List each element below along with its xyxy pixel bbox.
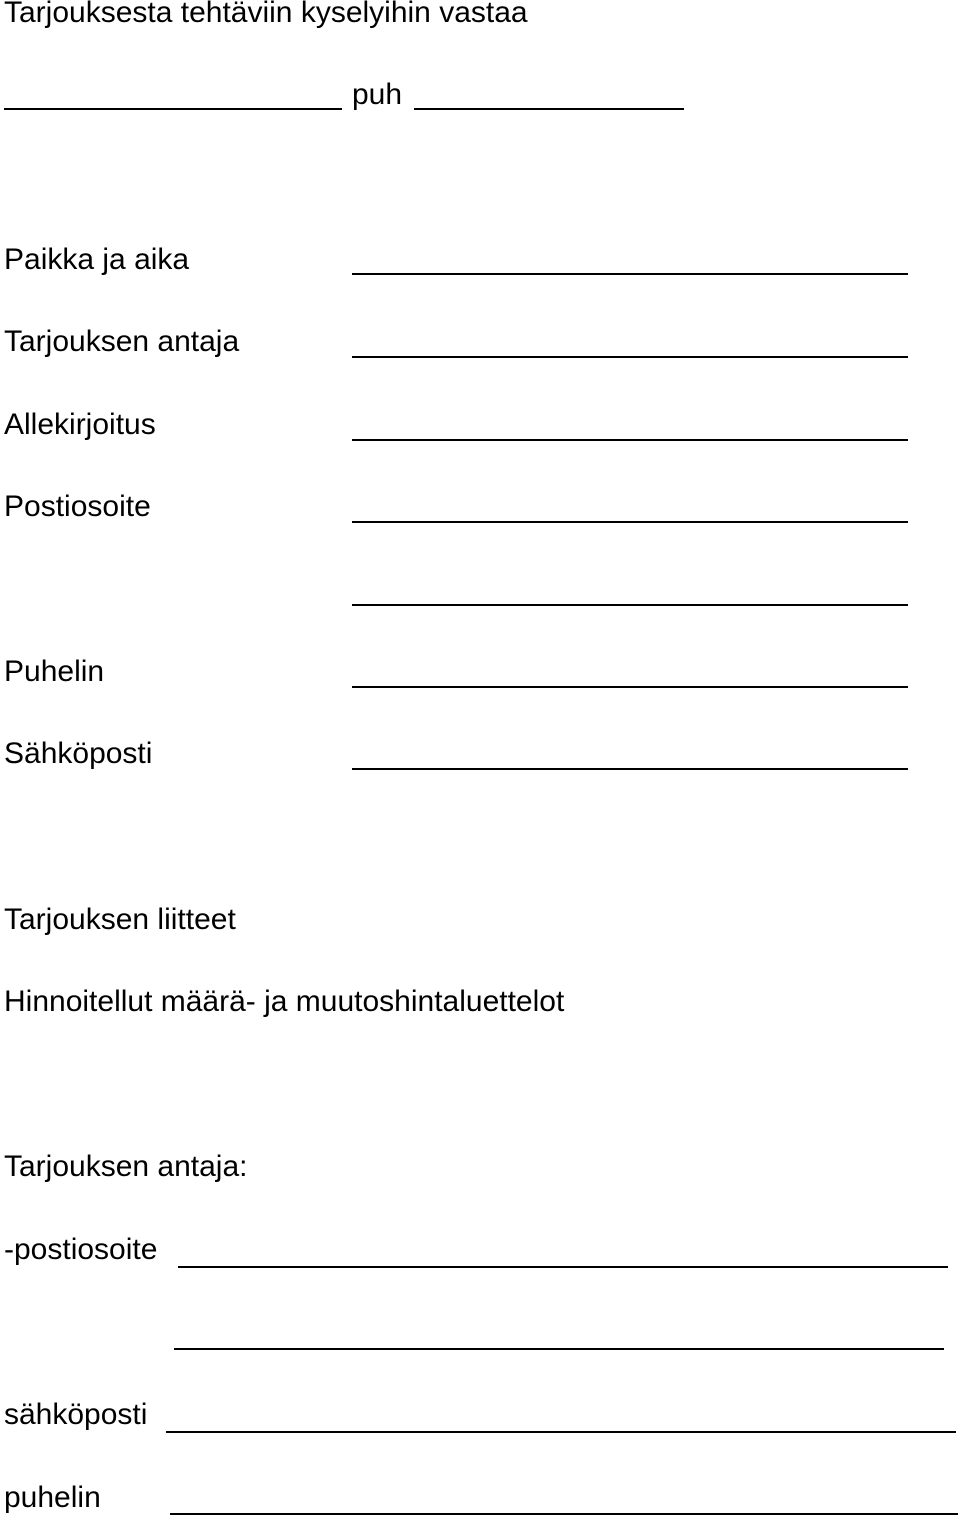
place-and-time-field[interactable] [352,273,908,275]
contact-person-field[interactable] [4,108,342,110]
offerer-postal-address-field[interactable] [178,1266,948,1268]
postal-address-field-2[interactable] [352,604,908,606]
offerer-contact-heading: Tarjouksen antaja: [4,1150,248,1183]
offerer-email-label: sähköposti [4,1398,148,1431]
postal-address-label: Postiosoite [4,490,151,523]
signature-field[interactable] [352,439,908,441]
phone-label: Puhelin [4,655,105,688]
offerer-field[interactable] [352,356,908,358]
place-and-time-label: Paikka ja aika [4,243,190,276]
contact-phone-field[interactable] [414,108,684,110]
offerer-phone-field[interactable] [170,1513,958,1515]
offerer-postal-address-field-2[interactable] [174,1348,944,1350]
offerer-label: Tarjouksen antaja [4,325,240,358]
attachments-heading: Tarjouksen liitteet [4,903,236,936]
email-field[interactable] [352,768,908,770]
postal-address-field[interactable] [352,521,908,523]
offerer-phone-label: puhelin [4,1481,101,1514]
attachment-item: Hinnoitellut määrä- ja muutoshintaluettelot [4,985,565,1018]
signature-label: Allekirjoitus [4,408,156,441]
offerer-postal-address-label: -postiosoite [4,1233,158,1266]
offerer-email-field[interactable] [166,1431,956,1433]
email-label: Sähköposti [4,737,153,770]
phone-field[interactable] [352,686,908,688]
contact-phone-label: puh [352,78,403,111]
contact-person-label: Tarjouksesta tehtäviin kyselyihin vastaa [4,0,528,29]
